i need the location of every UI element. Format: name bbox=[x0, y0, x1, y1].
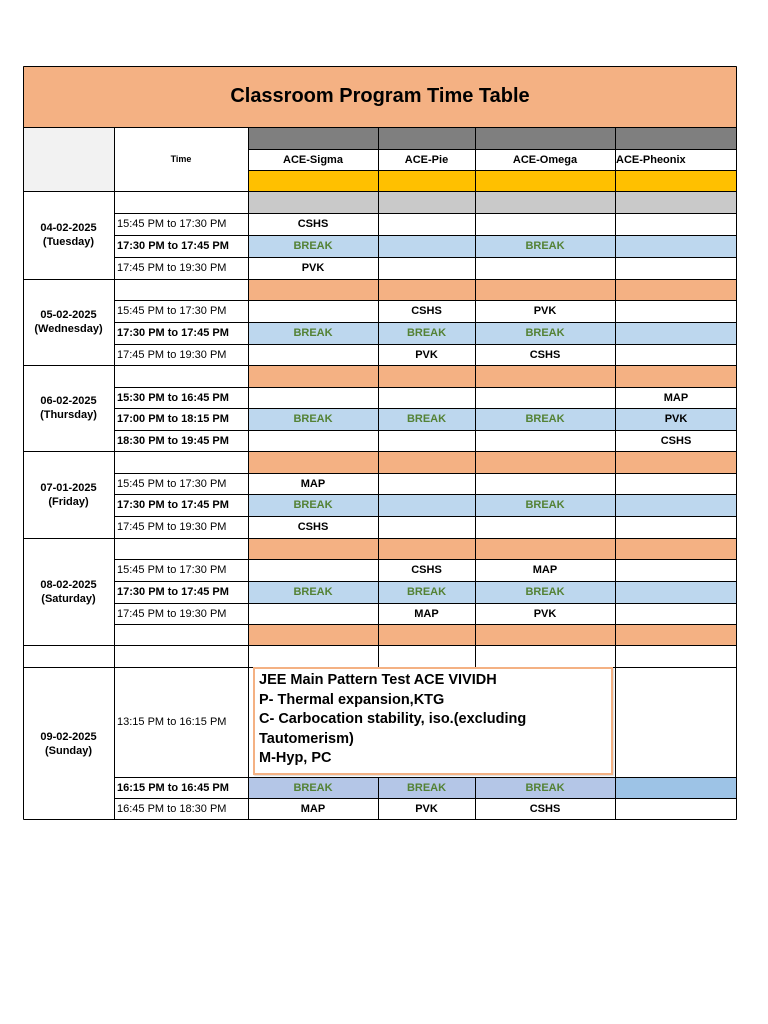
date-text: 05-02-2025 bbox=[40, 309, 97, 321]
break-cell: BREAK bbox=[475, 581, 615, 603]
time-slot: 15:45 PM to 17:30 PM bbox=[117, 305, 227, 317]
class-cell: CSHS bbox=[297, 218, 329, 230]
time-slot: 15:45 PM to 17:30 PM bbox=[117, 564, 227, 576]
test-note-line: P- Thermal expansion,KTG bbox=[259, 691, 445, 708]
time-slot: 17:30 PM to 17:45 PM bbox=[117, 586, 229, 598]
time-slot: 16:45 PM to 18:30 PM bbox=[117, 803, 227, 815]
class-cell: PVK bbox=[615, 408, 737, 430]
column-header-ace-pie: ACE-Pie bbox=[404, 153, 449, 166]
class-cell: CSHS bbox=[529, 803, 561, 815]
break-cell: BREAK bbox=[475, 408, 615, 430]
break-cell: BREAK bbox=[378, 777, 475, 798]
class-cell: PVK bbox=[301, 262, 325, 274]
time-slot: 18:30 PM to 19:45 PM bbox=[117, 434, 229, 447]
time-slot: 17:30 PM to 17:45 PM bbox=[117, 499, 229, 511]
weekday-text: (Wednesday) bbox=[34, 323, 103, 335]
break-cell: BREAK bbox=[248, 494, 378, 516]
break-cell: BREAK bbox=[378, 322, 475, 344]
break-cell: BREAK bbox=[475, 777, 615, 798]
test-note-box bbox=[253, 667, 613, 775]
break-cell: BREAK bbox=[248, 581, 378, 603]
time-slot: 17:30 PM to 17:45 PM bbox=[117, 327, 229, 339]
class-cell: MAP bbox=[300, 477, 326, 490]
date-text: 06-02-2025 bbox=[40, 395, 97, 407]
class-cell: MAP bbox=[663, 391, 689, 404]
weekday-text: (Thursday) bbox=[40, 409, 97, 421]
class-cell: CSHS bbox=[660, 434, 692, 447]
test-note-line: Tautomerism) bbox=[259, 730, 354, 747]
date-text: 07-01-2025 bbox=[40, 481, 97, 494]
time-slot: 15:45 PM to 17:30 PM bbox=[117, 218, 227, 230]
class-cell: MAP bbox=[300, 803, 326, 815]
time-slot: 15:30 PM to 16:45 PM bbox=[117, 391, 229, 404]
class-cell: MAP bbox=[532, 564, 558, 576]
test-note-line: M-Hyp, PC bbox=[259, 750, 332, 766]
break-cell: BREAK bbox=[475, 494, 615, 516]
column-header-ace-pheonix: ACE-Pheonix bbox=[616, 153, 686, 166]
weekday-text: (Saturday) bbox=[41, 592, 96, 605]
weekday-text: (Friday) bbox=[48, 495, 89, 508]
time-slot: 17:45 PM to 19:30 PM bbox=[117, 607, 227, 620]
class-cell: PVK bbox=[533, 305, 557, 317]
time-slot: 17:45 PM to 19:30 PM bbox=[117, 348, 227, 361]
date-text: 04-02-2025 bbox=[40, 222, 97, 234]
time-slot: 16:15 PM to 16:45 PM bbox=[117, 781, 229, 794]
weekday-text: (Sunday) bbox=[44, 744, 93, 757]
test-note-line: JEE Main Pattern Test ACE VIVIDH bbox=[259, 672, 497, 688]
weekday-text: (Tuesday) bbox=[42, 236, 95, 248]
class-cell: CSHS bbox=[297, 521, 329, 533]
class-cell: CSHS bbox=[411, 305, 442, 317]
date-text: 09-02-2025 bbox=[40, 730, 97, 743]
break-cell: BREAK bbox=[248, 322, 378, 344]
class-cell: PVK bbox=[415, 803, 438, 815]
break-cell: BREAK bbox=[248, 408, 378, 430]
break-cell: BREAK bbox=[475, 322, 615, 344]
column-header-ace-sigma: ACE-Sigma bbox=[283, 153, 343, 166]
time-slot: 17:00 PM to 18:15 PM bbox=[117, 413, 229, 425]
page-title: Classroom Program Time Table bbox=[23, 66, 737, 127]
header-time-label: Time bbox=[170, 154, 192, 164]
class-cell: CSHS bbox=[529, 348, 561, 361]
test-note-line: C- Carbocation stability, iso.(excluding bbox=[259, 711, 527, 727]
break-cell: BREAK bbox=[378, 581, 475, 603]
class-cell: MAP bbox=[414, 607, 439, 620]
time-slot: 17:45 PM to 19:30 PM bbox=[117, 262, 227, 274]
break-cell: BREAK bbox=[475, 235, 615, 257]
class-cell: PVK bbox=[533, 607, 557, 620]
break-cell: BREAK bbox=[248, 777, 378, 798]
time-slot: 17:30 PM to 17:45 PM bbox=[117, 240, 229, 252]
timetable-sheet bbox=[23, 66, 737, 820]
class-cell: CSHS bbox=[411, 564, 442, 576]
column-header-ace-omega: ACE-Omega bbox=[512, 153, 578, 166]
time-slot: 15:45 PM to 17:30 PM bbox=[117, 477, 227, 490]
date-text: 08-02-2025 bbox=[40, 578, 97, 591]
time-slot: 13:15 PM to 16:15 PM bbox=[117, 716, 227, 728]
break-cell: BREAK bbox=[378, 408, 475, 430]
time-slot: 17:45 PM to 19:30 PM bbox=[117, 521, 227, 533]
break-cell: BREAK bbox=[248, 235, 378, 257]
class-cell: PVK bbox=[415, 348, 438, 361]
